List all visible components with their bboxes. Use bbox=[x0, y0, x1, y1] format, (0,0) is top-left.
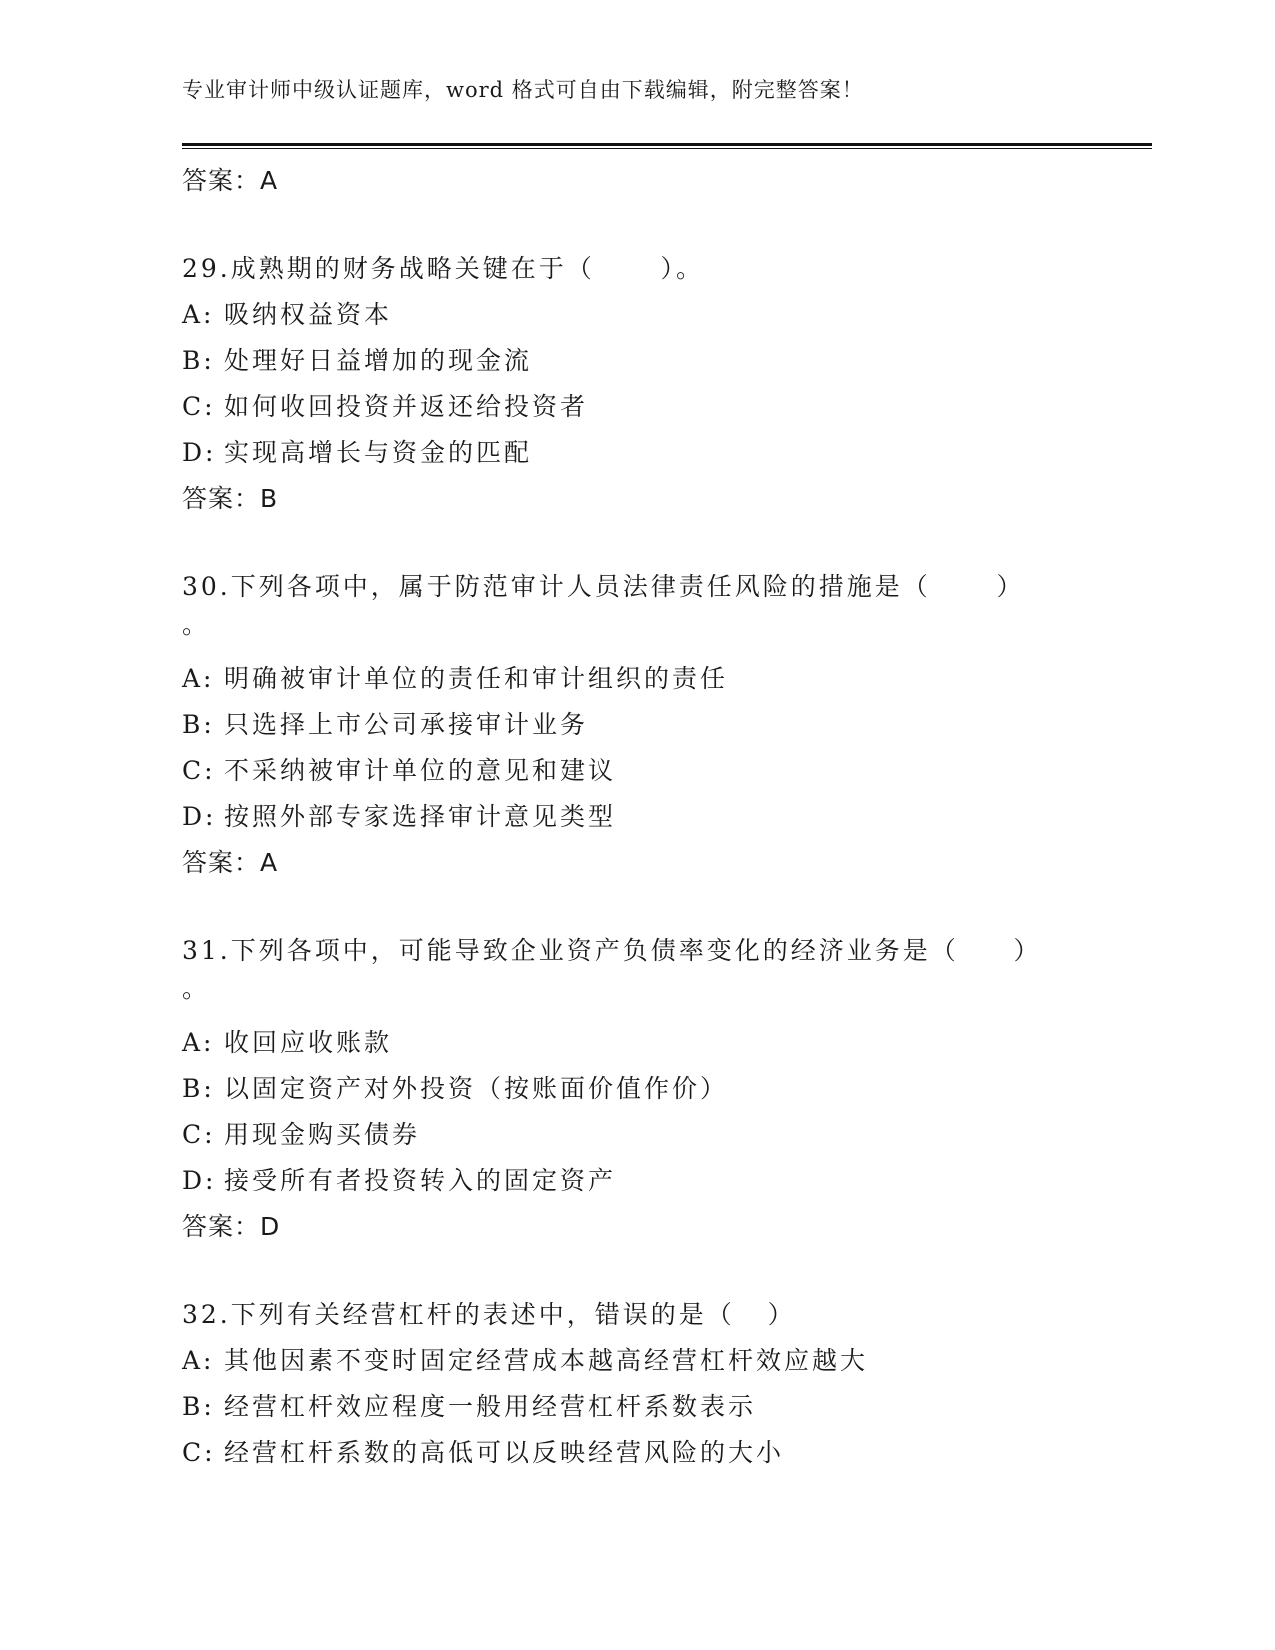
option-a: A: 收回应收账款 bbox=[182, 1028, 393, 1057]
header-rule-thin bbox=[182, 148, 1152, 149]
question-stem-tail: 。 bbox=[182, 610, 208, 639]
option-a: A: 其他因素不变时固定经营成本越高经营杠杆效应越大 bbox=[182, 1346, 869, 1375]
question-31 bbox=[182, 928, 1082, 1250]
option-d: D: 按照外部专家选择审计意见类型 bbox=[182, 802, 617, 831]
question-stem: 30.下列各项中，属于防范审计人员法律责任风险的措施是（ ） bbox=[182, 572, 1025, 601]
option-d: D: 实现高增长与资金的匹配 bbox=[182, 438, 533, 467]
header-rule-thick bbox=[182, 143, 1152, 146]
question-29 bbox=[182, 246, 1082, 522]
option-c: C: 经营杠杆系数的高低可以反映经营风险的大小 bbox=[182, 1438, 785, 1467]
question-stem-tail: 。 bbox=[182, 974, 208, 1003]
document-header: 专业审计师中级认证题库，word 格式可自由下载编辑，附完整答案！ bbox=[182, 78, 864, 102]
question-stem: 29.成熟期的财务战略关键在于（ ）。 bbox=[182, 254, 704, 283]
option-b: B: 经营杠杆效应程度一般用经营杠杆系数表示 bbox=[182, 1392, 757, 1421]
question-stem: 31.下列各项中，可能导致企业资产负债率变化的经济业务是（ ） bbox=[182, 936, 1042, 965]
option-a: A: 明确被审计单位的责任和审计组织的责任 bbox=[182, 664, 729, 693]
question-32 bbox=[182, 1292, 1082, 1476]
answer-line: 答案：A bbox=[182, 848, 279, 877]
option-b: B: 以固定资产对外投资（按账面价值作价） bbox=[182, 1074, 729, 1103]
question-list bbox=[182, 158, 1082, 1476]
answer-line: 答案：B bbox=[182, 484, 279, 513]
option-b: B: 处理好日益增加的现金流 bbox=[182, 346, 533, 375]
option-a: A: 吸纳权益资本 bbox=[182, 300, 393, 329]
option-c: C: 不采纳被审计单位的意见和建议 bbox=[182, 756, 617, 785]
option-c: C: 如何收回投资并返还给投资者 bbox=[182, 392, 589, 421]
option-b: B: 只选择上市公司承接审计业务 bbox=[182, 710, 589, 739]
question-30 bbox=[182, 564, 1082, 886]
option-c: C: 用现金购买债券 bbox=[182, 1120, 421, 1149]
answer-line: 答案：A bbox=[182, 166, 279, 195]
answer-line: 答案：D bbox=[182, 1212, 281, 1241]
question-stem: 32.下列有关经营杠杆的表述中，错误的是（ ） bbox=[182, 1300, 796, 1329]
option-d: D: 接受所有者投资转入的固定资产 bbox=[182, 1166, 617, 1195]
